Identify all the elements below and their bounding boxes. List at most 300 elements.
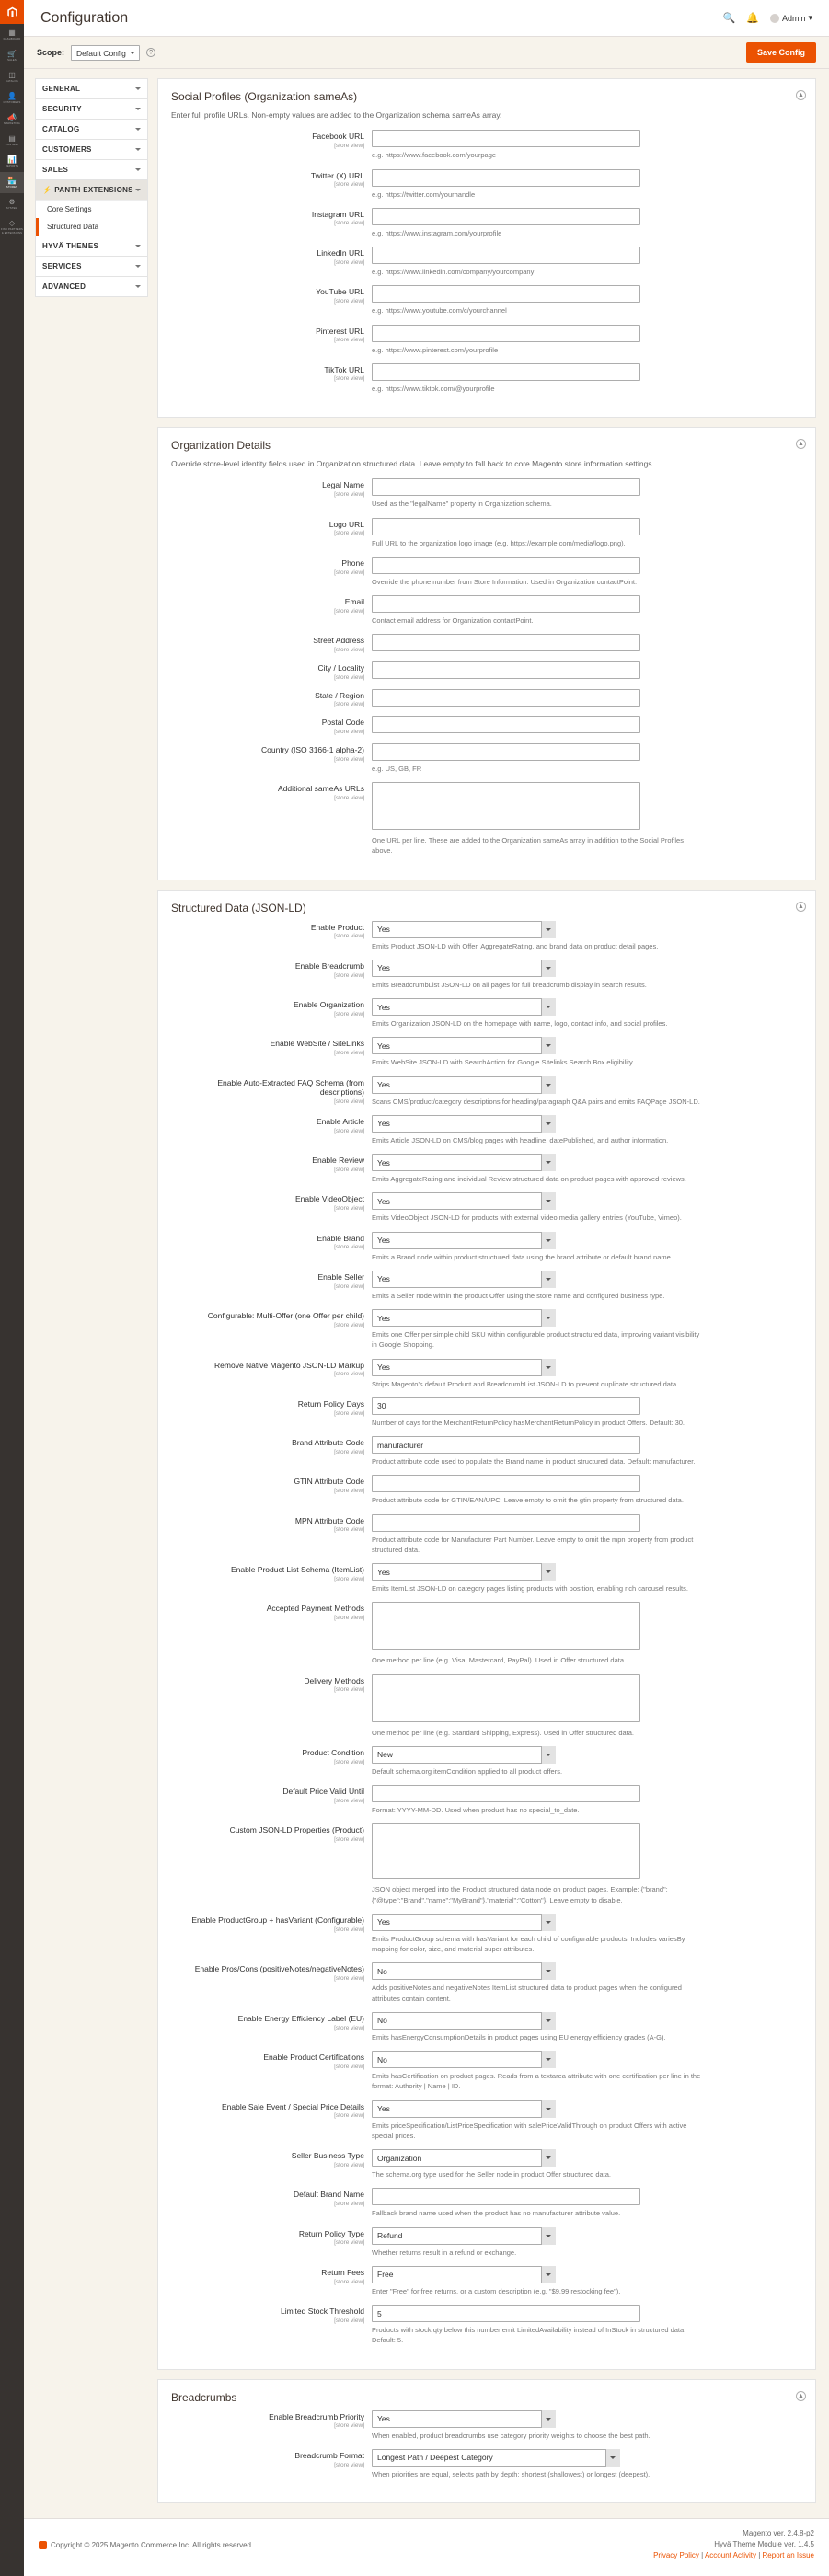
- field-label: Enable Product List Schema (ItemList): [230, 1565, 364, 1575]
- form-row: [171, 1602, 802, 1665]
- magento-logo-icon[interactable]: [0, 0, 24, 24]
- select-wrap: [372, 1563, 556, 1581]
- field-note: One URL per line. These are added to the Organization sameAs array in addition to the Social Profiles above.: [372, 836, 684, 856]
- field-note: Number of days for the MerchantReturnPolicy hasMerchantReturnPolicy in product Offers. Default: 30.: [372, 1418, 685, 1427]
- select-remove-native-magento-json-ld-markup[interactable]: [372, 1359, 556, 1376]
- field-note: Emits priceSpecification/ListPriceSpecification with salePriceValidThrough on product Offers with active special prices.: [372, 2121, 687, 2140]
- config-sidebar: [24, 78, 148, 2513]
- input-linkedin-url[interactable]: [372, 247, 640, 264]
- input-instagram-url[interactable]: [372, 208, 640, 225]
- select-wrap: [372, 2266, 556, 2283]
- field-note: Format: YYYY-MM-DD. Used when product has no special_to_date.: [372, 1806, 580, 1815]
- form-row: [171, 1359, 802, 1389]
- config-group-header-panth-extensions[interactable]: [36, 180, 147, 200]
- nav-item-label: CATALOG: [6, 80, 18, 83]
- input-limited-stock-threshold[interactable]: [372, 2305, 640, 2322]
- field-label-wrap: [171, 960, 372, 979]
- field-control: [372, 998, 802, 1029]
- input-facebook-url[interactable]: [372, 130, 640, 147]
- field-control: [372, 1475, 802, 1505]
- field-label: Legal Name: [322, 480, 364, 490]
- nav-item-label: SYSTEM: [6, 207, 18, 210]
- select-enable-energy-efficiency-label-eu[interactable]: [372, 2012, 556, 2030]
- field-label: Return Fees: [321, 2267, 364, 2277]
- field-scope: [store view]: [334, 1575, 364, 1582]
- field-label-wrap: [171, 1192, 372, 1212]
- field-note: Default schema.org itemCondition applied to all product offers.: [372, 1766, 563, 1776]
- form-row: [171, 2149, 802, 2179]
- select-return-fees[interactable]: [372, 2266, 556, 2283]
- textarea-additional-sameas-urls[interactable]: [372, 782, 640, 830]
- field-label-wrap: [171, 1359, 372, 1378]
- field-scope: [store view]: [334, 1244, 364, 1251]
- select-configurable-multi-offer-one-offer-per-child[interactable]: [372, 1309, 556, 1327]
- select-enable-website-sitelinks[interactable]: [372, 1037, 556, 1054]
- form-row: [171, 169, 802, 200]
- section-organization-details: [157, 427, 816, 880]
- field-note: Emits Product JSON-LD with Offer, AggregateRating, and brand data on product detail pages.: [372, 941, 659, 950]
- form-row: [171, 518, 802, 548]
- field-note: Emits ProductGroup schema with hasVariant for each child of configurable products. Includes variesBy mapping for color, size, and material super attributes.: [372, 1934, 685, 1954]
- field-scope: [store view]: [334, 1615, 364, 1621]
- field-note: e.g. US, GB, FR: [372, 764, 422, 773]
- nav-item-stores[interactable]: [0, 172, 24, 193]
- select-wrap: [372, 998, 556, 1016]
- field-label: Remove Native Magento JSON-LD Markup: [214, 1360, 364, 1370]
- save-config-button[interactable]: Save Config: [746, 42, 816, 63]
- field-control: [372, 2051, 802, 2092]
- field-note: The schema.org type used for the Seller node in product Offer structured data.: [372, 2170, 612, 2179]
- field-control: [372, 1914, 802, 1955]
- field-note: Contact email address for Organization contactPoint.: [372, 616, 534, 626]
- input-youtube-url[interactable]: [372, 285, 640, 303]
- avatar: [770, 14, 779, 23]
- field-control: [372, 743, 802, 774]
- config-group-header-catalog[interactable]: [36, 120, 147, 139]
- field-control: [372, 1076, 802, 1107]
- field-label: Enable Product Certifications: [263, 2053, 364, 2063]
- form-row: [171, 2188, 802, 2218]
- scope-label: Scope:: [37, 48, 65, 57]
- select-enable-brand[interactable]: [372, 1232, 556, 1249]
- field-label: Product Condition: [302, 1747, 364, 1757]
- select-enable-product-list-schema-itemlist[interactable]: [372, 1563, 556, 1581]
- field-label-wrap: [171, 2227, 372, 2247]
- field-control: [372, 2100, 802, 2142]
- field-note: e.g. https://www.pinterest.com/yourprofile: [372, 345, 499, 354]
- field-note: Emits VideoObject JSON-LD for products with external video media gallery entries (YouTube, Vimeo).: [372, 1213, 682, 1223]
- field-label: Instagram URL: [311, 209, 364, 219]
- field-label: Enable ProductGroup + hasVariant (Configurable): [191, 1915, 364, 1925]
- marketing-icon: 📣: [7, 113, 17, 121]
- field-scope: [store view]: [334, 1836, 364, 1843]
- scope-select-wrap: [71, 45, 140, 61]
- form-row: [171, 2305, 802, 2346]
- footer-link-report-an-issue[interactable]: Report an Issue: [762, 2551, 814, 2560]
- field-control: [372, 2227, 802, 2258]
- field-label-wrap: [171, 2100, 372, 2120]
- input-state-region[interactable]: [372, 689, 640, 707]
- field-note: Override the phone number from Store Information. Used in Organization contactPoint.: [372, 577, 638, 586]
- field-control: [372, 130, 802, 160]
- nav-item-label: CUSTOMERS: [3, 101, 21, 104]
- sidebar-item-structured-data[interactable]: Structured Data: [36, 218, 147, 236]
- field-label: Postal Code: [321, 718, 364, 728]
- field-note: e.g. https://www.linkedin.com/company/yourcompany: [372, 268, 535, 277]
- config-group-label: HYVÄ THEMES: [42, 242, 99, 250]
- field-control: [372, 2188, 802, 2218]
- field-scope: [store view]: [334, 569, 364, 576]
- field-label-wrap: [171, 782, 372, 801]
- form-row: [171, 478, 802, 509]
- field-note: JSON object merged into the Product structured data node on product pages. Example: {"brand":{"@type":"Brand","name":"MyBrand"},"material":"Cotton"}. Leave empty to disable.: [372, 1885, 668, 1904]
- catalog-icon: ◫: [8, 71, 16, 79]
- reports-icon: 📊: [7, 155, 17, 164]
- nav-item-dashboard[interactable]: [0, 24, 24, 45]
- field-label: Enable Auto-Extracted FAQ Schema (from descriptions): [217, 1077, 364, 1098]
- config-group-header-customers[interactable]: [36, 140, 147, 159]
- field-control: [372, 2305, 802, 2346]
- form-row: [171, 1514, 802, 1556]
- input-default-price-valid-until[interactable]: [372, 1785, 640, 1802]
- nav-item-label: SALES: [7, 59, 17, 62]
- form-row: [171, 689, 802, 708]
- nav-item-label: STORES: [6, 186, 18, 189]
- field-label: Configurable: Multi-Offer (one Offer per child): [207, 1311, 364, 1321]
- input-twitter-x-url[interactable]: [372, 169, 640, 187]
- nav-item-label: REPORTS: [5, 165, 19, 167]
- field-control: [372, 557, 802, 587]
- nav-item-content[interactable]: [0, 130, 24, 151]
- field-scope: [store view]: [334, 337, 364, 344]
- field-label: Seller Business Type: [291, 2151, 364, 2161]
- select-product-condition[interactable]: [372, 1746, 556, 1764]
- config-content: [24, 69, 829, 2513]
- find-partners-icon: ◇: [8, 219, 16, 227]
- field-label: Accepted Payment Methods: [266, 1604, 364, 1614]
- system-icon: ⚙: [8, 198, 16, 206]
- field-control: [372, 285, 802, 316]
- magento-version: Magento ver. 2.4.8-p2: [743, 2529, 814, 2538]
- field-note: e.g. https://www.facebook.com/yourpage: [372, 151, 497, 160]
- section-title: Social Profiles (Organization sameAs): [171, 90, 358, 103]
- input-gtin-attribute-code[interactable]: [372, 1475, 640, 1492]
- field-label: Return Policy Days: [297, 1398, 364, 1409]
- field-label-wrap: [171, 2012, 372, 2031]
- select-breadcrumb-format[interactable]: [372, 2449, 620, 2467]
- field-note: Emits AggregateRating and individual Review structured data on product pages with approved reviews.: [372, 1175, 686, 1184]
- field-label-wrap: [171, 1037, 372, 1056]
- select-enable-videoobject[interactable]: [372, 1192, 556, 1210]
- search-icon[interactable]: 🔍: [722, 13, 736, 24]
- nav-item-customers[interactable]: [0, 87, 24, 109]
- input-legal-name[interactable]: [372, 478, 640, 496]
- field-control: [372, 247, 802, 277]
- config-group-header-services[interactable]: [36, 257, 147, 276]
- scope-select[interactable]: [71, 45, 140, 61]
- field-control: [372, 2149, 802, 2179]
- form-row: [171, 285, 802, 316]
- collapse-icon[interactable]: ▲: [796, 439, 806, 449]
- select-enable-review[interactable]: [372, 1154, 556, 1171]
- footer-link-privacy-policy[interactable]: Privacy Policy: [653, 2551, 699, 2560]
- input-brand-attribute-code[interactable]: [372, 1436, 640, 1454]
- field-label-wrap: [171, 921, 372, 940]
- bolt-icon: ⚡: [42, 186, 52, 194]
- chevron-down-icon: ▾: [808, 13, 812, 22]
- field-note: Emits WebSite JSON-LD with SearchAction for Google Sitelinks Search Box eligibility.: [372, 1058, 635, 1067]
- field-note: Enter "Free" for free returns, or a custom description (e.g. "$9.99 restocking fee").: [372, 2286, 621, 2295]
- field-label: Custom JSON-LD Properties (Product): [229, 1825, 364, 1835]
- field-label-wrap: [171, 634, 372, 653]
- collapse-icon[interactable]: ▲: [796, 90, 806, 100]
- main-column: [24, 0, 829, 2576]
- config-group-label: CUSTOMERS: [42, 145, 92, 154]
- header-tools: [723, 12, 812, 24]
- input-email[interactable]: [372, 595, 640, 613]
- config-group-header-general[interactable]: [36, 79, 147, 98]
- field-control: [372, 595, 802, 626]
- field-note: Emits hasCertification on product pages. Reads from a textarea attribute with one certification per line in the format: Authority | Name | ID.: [372, 2072, 701, 2091]
- select-wrap: [372, 2051, 556, 2068]
- config-group: [35, 98, 148, 119]
- textarea-delivery-methods[interactable]: [372, 1674, 640, 1722]
- field-label: Enable Breadcrumb: [294, 960, 364, 971]
- form-row: [171, 1436, 802, 1466]
- config-group-header-security[interactable]: [36, 99, 147, 119]
- config-group-header-hyv-themes[interactable]: [36, 236, 147, 256]
- field-control: [372, 1602, 802, 1665]
- form-row: [171, 557, 802, 587]
- field-scope: [store view]: [334, 1926, 364, 1933]
- field-note: e.g. https://twitter.com/yourhandle: [372, 190, 476, 199]
- theme-version: Hyvä Theme Module ver. 1.4.5: [714, 2540, 814, 2549]
- field-label: Breadcrumb Format: [294, 2450, 364, 2460]
- section-title: Organization Details: [171, 439, 271, 453]
- field-label-wrap: [171, 1436, 372, 1455]
- select-enable-seller[interactable]: [372, 1271, 556, 1288]
- field-label: Enable Article: [317, 1116, 364, 1126]
- field-label-wrap: [171, 1602, 372, 1621]
- select-wrap: [372, 921, 556, 938]
- nav-item-label: CONTENT: [5, 144, 19, 146]
- form-row: [171, 1962, 802, 2004]
- field-scope: [store view]: [334, 375, 364, 383]
- field-label-wrap: [171, 743, 372, 763]
- field-label: Additional sameAs URLs: [277, 784, 364, 794]
- field-control: [372, 2449, 802, 2479]
- config-group: [35, 276, 148, 297]
- field-scope: [store view]: [334, 1098, 364, 1105]
- select-enable-breadcrumb[interactable]: [372, 960, 556, 977]
- form-row: [171, 1271, 802, 1301]
- field-label-wrap: [171, 2410, 372, 2430]
- config-group-label: PANTH EXTENSIONS: [54, 186, 133, 194]
- input-pinterest-url[interactable]: [372, 325, 640, 342]
- scope-help-icon[interactable]: ?: [146, 48, 155, 57]
- config-group: [35, 139, 148, 159]
- select-enable-organization[interactable]: [372, 998, 556, 1016]
- field-label-wrap: [171, 689, 372, 708]
- field-scope: [store view]: [334, 142, 364, 149]
- field-scope: [store view]: [334, 1797, 364, 1804]
- field-scope: [store view]: [334, 2422, 364, 2430]
- sidebar-item-core-settings[interactable]: Core Settings: [47, 205, 92, 213]
- input-tiktok-url[interactable]: [372, 363, 640, 381]
- field-label: Facebook URL: [312, 132, 364, 142]
- config-group: [35, 179, 148, 236]
- chevron-down-icon: [135, 168, 141, 171]
- field-note: e.g. https://www.tiktok.com/@yourprofile: [372, 384, 495, 393]
- input-postal-code[interactable]: [372, 716, 640, 733]
- field-label: MPN Attribute Code: [294, 1515, 364, 1525]
- field-note: When enabled, product breadcrumbs use category priority weights to choose the best path.: [372, 2431, 651, 2440]
- select-seller-business-type[interactable]: [372, 2149, 556, 2167]
- field-label-wrap: [171, 518, 372, 537]
- field-note: Products with stock qty below this number emit LimitedAvailability instead of InStock in structured data. Default: 5.: [372, 2326, 686, 2345]
- collapse-icon[interactable]: ▲: [796, 2391, 806, 2401]
- select-wrap: [372, 1076, 556, 1094]
- field-control: [372, 1397, 802, 1428]
- field-note: Emits a Brand node within product structured data using the brand attribute or default brand name.: [372, 1252, 673, 1261]
- form-row: [171, 2051, 802, 2092]
- field-note: Product attribute code for Manufacturer Part Number. Leave empty to omit the mpn property from product structured data.: [372, 1535, 694, 1554]
- field-label: Enable Pros/Cons (positiveNotes/negativeNotes): [194, 1964, 364, 1974]
- footer-link-account-activity[interactable]: Account Activity: [704, 2551, 756, 2560]
- field-scope: [store view]: [334, 259, 364, 266]
- field-label: Enable Seller: [317, 1271, 364, 1282]
- form-row: [171, 595, 802, 626]
- field-note: Emits one Offer per simple child SKU within configurable product structured data, improving variant visibility in Google Shopping.: [372, 1330, 700, 1350]
- select-enable-pros-cons-positivenotes-negativenotes[interactable]: [372, 1962, 556, 1980]
- field-scope: [store view]: [334, 1371, 364, 1378]
- chevron-down-icon: [135, 285, 141, 288]
- stores-icon: 🏪: [7, 177, 17, 185]
- form-row: [171, 363, 802, 394]
- field-control: [372, 1359, 802, 1389]
- form-row: [171, 2266, 802, 2296]
- section-title: Breadcrumbs: [171, 2390, 237, 2404]
- select-wrap: [372, 1746, 556, 1764]
- section-description: Override store-level identity fields used in Organization structured data. Leave empty to fall back to core Magento store information settings.: [171, 459, 654, 469]
- field-scope: [store view]: [334, 2278, 364, 2285]
- field-control: [372, 169, 802, 200]
- form-row: [171, 2410, 802, 2441]
- select-enable-sale-event-special-price-details[interactable]: [372, 2100, 556, 2118]
- magento-mark-icon: [39, 2541, 47, 2549]
- input-return-policy-days[interactable]: [372, 1397, 640, 1415]
- select-enable-product[interactable]: [372, 921, 556, 938]
- field-label-wrap: [171, 1563, 372, 1582]
- field-label-wrap: [171, 2149, 372, 2168]
- form-row: [171, 1192, 802, 1223]
- select-enable-auto-extracted-faq-schema-from-descriptions[interactable]: [372, 1076, 556, 1094]
- field-control: [372, 1309, 802, 1351]
- select-enable-article[interactable]: [372, 1115, 556, 1133]
- nav-item-sales[interactable]: [0, 45, 24, 66]
- textarea-accepted-payment-methods[interactable]: [372, 1602, 640, 1650]
- select-enable-breadcrumb-priority[interactable]: [372, 2410, 556, 2428]
- input-default-brand-name[interactable]: [372, 2188, 640, 2205]
- field-scope: [store view]: [334, 755, 364, 763]
- field-label-wrap: [171, 285, 372, 305]
- field-note: Emits Article JSON-LD on CMS/blog pages with headline, datePublished, and author information.: [372, 1135, 669, 1144]
- select-wrap: [372, 2012, 556, 2030]
- field-label: Enable Organization: [293, 1000, 364, 1010]
- input-city-locality[interactable]: [372, 661, 640, 679]
- form-row: [171, 2012, 802, 2042]
- input-country-iso-3166-1-alpha-2[interactable]: [372, 743, 640, 761]
- field-label: Enable Breadcrumb Priority: [269, 2411, 364, 2421]
- field-control: [372, 1785, 802, 1815]
- field-note: Fallback brand name used when the product has no manufacturer attribute value.: [372, 2209, 621, 2218]
- field-label: Twitter (X) URL: [310, 170, 364, 180]
- field-scope: [store view]: [334, 1321, 364, 1328]
- config-group-header-sales[interactable]: [36, 160, 147, 179]
- form-row: [171, 1154, 802, 1184]
- config-group-label: ADVANCED: [42, 282, 86, 291]
- nav-item-marketing[interactable]: [0, 109, 24, 130]
- field-label: Enable Energy Efficiency Label (EU): [237, 2013, 364, 2023]
- bell-icon[interactable]: 🔔: [746, 13, 759, 24]
- field-control: [372, 1232, 802, 1262]
- user-menu[interactable]: [770, 13, 812, 23]
- textarea-custom-json-ld-properties-product[interactable]: [372, 1823, 640, 1879]
- input-phone[interactable]: [372, 557, 640, 574]
- field-label-wrap: [171, 2305, 372, 2324]
- input-mpn-attribute-code[interactable]: [372, 1514, 640, 1532]
- config-group-header-advanced[interactable]: [36, 277, 147, 296]
- select-enable-productgroup-hasvariant-configurable[interactable]: [372, 1914, 556, 1931]
- field-scope: [store view]: [334, 2024, 364, 2031]
- field-control: [372, 1192, 802, 1223]
- field-scope: [store view]: [334, 220, 364, 227]
- sales-icon: 🛒: [7, 50, 17, 58]
- input-logo-url[interactable]: [372, 518, 640, 535]
- form-row: [171, 1563, 802, 1593]
- form-row: [171, 743, 802, 774]
- nav-item-catalog[interactable]: [0, 66, 24, 87]
- select-wrap: [372, 1914, 556, 1931]
- field-control: [372, 1746, 802, 1777]
- config-group: [35, 119, 148, 139]
- nav-item-reports[interactable]: [0, 151, 24, 172]
- select-enable-product-certifications[interactable]: [372, 2051, 556, 2068]
- select-wrap: [372, 1309, 556, 1327]
- input-street-address[interactable]: [372, 634, 640, 651]
- nav-item-system[interactable]: [0, 193, 24, 214]
- collapse-icon[interactable]: ▲: [796, 902, 806, 912]
- field-control: [372, 782, 802, 857]
- field-note: Emits BreadcrumbList JSON-LD on all pages for full breadcrumb display in search results.: [372, 980, 647, 989]
- field-label-wrap: [171, 716, 372, 735]
- chevron-down-icon: [135, 128, 141, 131]
- footer-right: [653, 2528, 814, 2561]
- field-scope: [store view]: [334, 1282, 364, 1290]
- field-label: TikTok URL: [324, 364, 364, 374]
- select-return-policy-type[interactable]: [372, 2227, 556, 2245]
- config-group-label: SECURITY: [42, 105, 82, 113]
- field-label-wrap: [171, 1076, 372, 1105]
- select-wrap: [372, 1192, 556, 1210]
- form-row: [171, 1674, 802, 1738]
- field-label: YouTube URL: [316, 287, 364, 297]
- page-title: Configuration: [40, 9, 129, 26]
- chevron-down-icon: [135, 148, 141, 151]
- nav-item-find-partners[interactable]: [0, 214, 24, 239]
- form-row: [171, 1746, 802, 1777]
- field-control: [372, 1674, 802, 1738]
